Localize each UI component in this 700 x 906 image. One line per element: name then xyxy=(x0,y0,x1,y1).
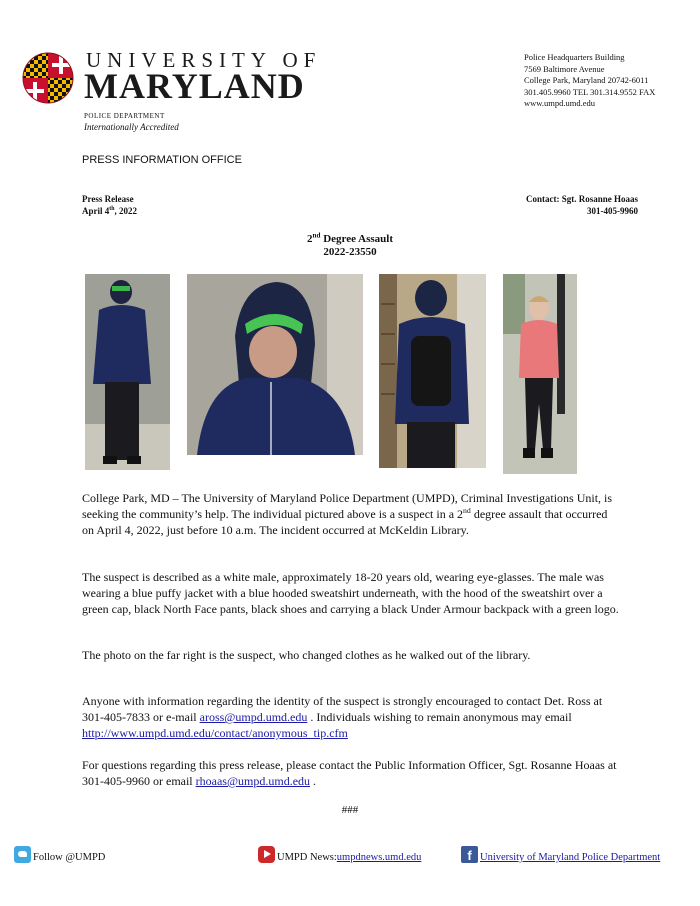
address-line: 301.405.9960 TEL 301.314.9552 FAX xyxy=(524,86,656,97)
twitter-icon xyxy=(14,846,31,863)
accreditation-label: Internationally Accredited xyxy=(84,122,179,132)
news-label: UMPD News: xyxy=(277,852,337,863)
maryland-flag-logo xyxy=(22,52,74,104)
contact-name: Contact: Sgt. Rosanne Hoaas xyxy=(525,194,638,204)
paragraph-contact: Anyone with information regarding the identity of the suspect is strongly encouraged to contact Det. Ross at 301-405-7833 or e-mail aross@umpd.umd.edu . Individuals wishing to remain anonymous may email http://www.umpd.umd.edu/contact/anonymous_tip.cfm xyxy=(82,694,603,740)
release-date: April 4th, 2022 xyxy=(82,206,137,216)
contact-info xyxy=(526,193,638,217)
facebook-icon: f xyxy=(461,846,478,863)
detective-email-link[interactable]: aross@umpd.umd.edu xyxy=(199,710,308,724)
end-mark: ### xyxy=(341,804,359,816)
offense-title: 2nd Degree Assault xyxy=(307,231,393,245)
contact-phone: 301-405-9960 xyxy=(587,206,638,216)
news-link[interactable]: umpdnews.umd.edu xyxy=(336,852,422,863)
case-number: 2022-23550 xyxy=(323,246,377,258)
suspect-photo-3 xyxy=(379,274,486,468)
footer-twitter[interactable] xyxy=(14,846,105,863)
release-title xyxy=(0,233,700,259)
address-block xyxy=(524,52,655,110)
paragraph-description: The suspect is described as a white male, approximately 18-20 years old, wearing eye-glasses. The male was wearing a blue puffy jacket with a blue hooded sweatshirt underneath, with the hood of the sweatshirt over a green cap, black North Face pants, black shoes and carrying a black Under Armour backpack with a green logo. xyxy=(82,570,619,616)
footer-news xyxy=(258,846,421,863)
anonymous-tip-link[interactable]: http://www.umpd.umd.edu/contact/anonymous_tip.cfm xyxy=(82,726,348,740)
press-release-label: Press Release xyxy=(82,194,134,204)
department-label: POLICE DEPARTMENT xyxy=(84,112,165,120)
suspect-photo-1 xyxy=(85,274,170,470)
paragraph-pio: For questions regarding this press release, please contact the Public Information Officer, Sgt. Rosanne Hoaas at 301-405-9960 or email rhoaas@umpd.umd.edu . xyxy=(82,758,617,788)
address-line: Police Headquarters Building xyxy=(524,52,625,62)
address-line: 7569 Baltimore Avenue xyxy=(524,63,605,74)
twitter-label: Follow @UMPD xyxy=(33,852,106,863)
address-line: College Park, Maryland 20742-6011 xyxy=(524,75,649,85)
address-line: www.umpd.umd.edu xyxy=(524,98,595,108)
university-name-line2: MARYLAND xyxy=(84,66,305,106)
suspect-photo-2 xyxy=(187,274,363,455)
youtube-icon xyxy=(258,846,275,863)
paragraph-incident: College Park, MD – The University of Maryland Police Department (UMPD), Criminal Investigations Unit, is seeking the community’s help. The individual pictured above is a suspect in a 2nd degree assault that occurred on April 4, 2022, just before 10 a.m. The incident occurred at McKeldin Library. xyxy=(82,491,613,537)
paragraph-clothes-change: The photo on the far right is the suspect, who changed clothes as he walked out of the library. xyxy=(82,648,531,662)
footer-facebook xyxy=(461,846,660,863)
facebook-link[interactable]: University of Maryland Police Department xyxy=(480,852,661,863)
pio-email-link[interactable]: rhoaas@umpd.umd.edu xyxy=(195,774,311,788)
press-release-info xyxy=(82,193,137,217)
university-name-line1: UNIVERSITY OF xyxy=(86,48,322,72)
suspect-photo-4 xyxy=(503,274,577,474)
office-heading: PRESS INFORMATION OFFICE xyxy=(82,154,242,166)
